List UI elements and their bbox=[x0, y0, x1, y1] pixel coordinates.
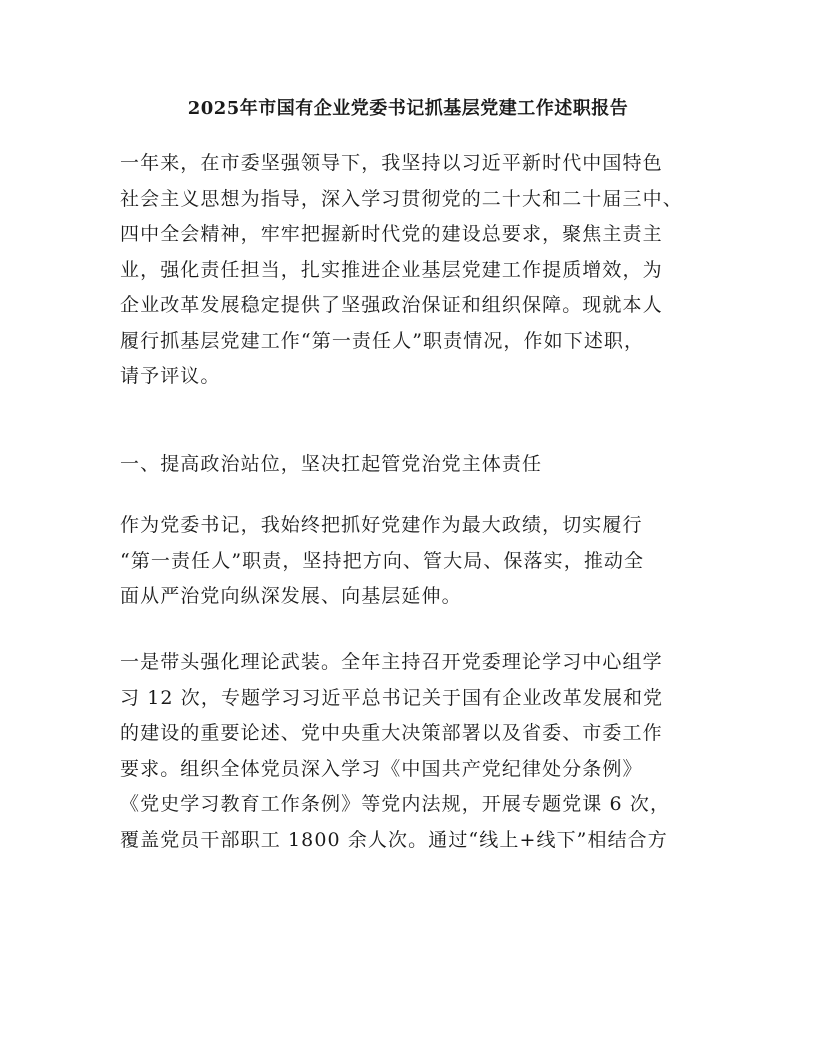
paragraph-line: 一是带头强化理论武装。全年主持召开党委理论学习中心组学 bbox=[120, 651, 663, 673]
document-title: 2025年市国有企业党委书记抓基层党建工作述职报告 bbox=[187, 98, 629, 119]
paragraph-line: 《党史学习教育工作条例》等党内法规，开展专题党课 6 次， bbox=[120, 793, 671, 815]
paragraph-line: 四中全会精神，牢牢把握新时代党的建设总要求，聚焦主责主 bbox=[120, 223, 663, 245]
paragraph-section-1-intro bbox=[120, 508, 710, 615]
paragraph-line: 请予评议。 bbox=[120, 365, 221, 387]
paragraph-line: 业，强化责任担当，扎实推进企业基层党建工作提质增效，为 bbox=[120, 258, 663, 281]
paragraph-line: 的建设的重要论述、党中央重大决策部署以及省委、市委工作 bbox=[120, 722, 663, 744]
paragraph-line: 作为党委书记，我始终把抓好党建作为最大政绩，切实履行 bbox=[120, 514, 643, 536]
paragraph-line: 社会主义思想为指导，深入学习贯彻党的二十大和二十届三中、 bbox=[120, 187, 683, 210]
paragraph-intro bbox=[120, 146, 710, 395]
paragraph-line: 覆盖党员干部职工 1800 余人次。通过“线上+线下”相结合方 bbox=[120, 828, 668, 851]
paragraph-line: 一年来，在市委坚强领导下，我坚持以习近平新时代中国特色 bbox=[120, 152, 663, 174]
section-heading-1 bbox=[120, 447, 710, 483]
paragraph-line: 企业改革发展稳定提供了坚强政治保证和组织保障。现就本人 bbox=[120, 294, 663, 316]
section-heading-text: 一、提高政治站位，坚决扛起管党治党主体责任 bbox=[120, 453, 543, 475]
paragraph-line: “第一责任人”职责，坚持把方向、管大局、保落实，推动全 bbox=[120, 549, 645, 572]
paragraph-line: 履行抓基层党建工作“第一责任人”职责情况，作如下述职， bbox=[120, 329, 645, 352]
paragraph-line: 面从严治党向纵深发展、向基层延伸。 bbox=[120, 585, 462, 607]
paragraph-line: 要求。组织全体党员深入学习《中国共产党纪律处分条例》 bbox=[120, 757, 643, 780]
paragraph-line: 习 12 次，专题学习习近平总书记关于国有企业改革发展和党 bbox=[120, 686, 664, 709]
paragraph-theory-study bbox=[120, 645, 710, 858]
